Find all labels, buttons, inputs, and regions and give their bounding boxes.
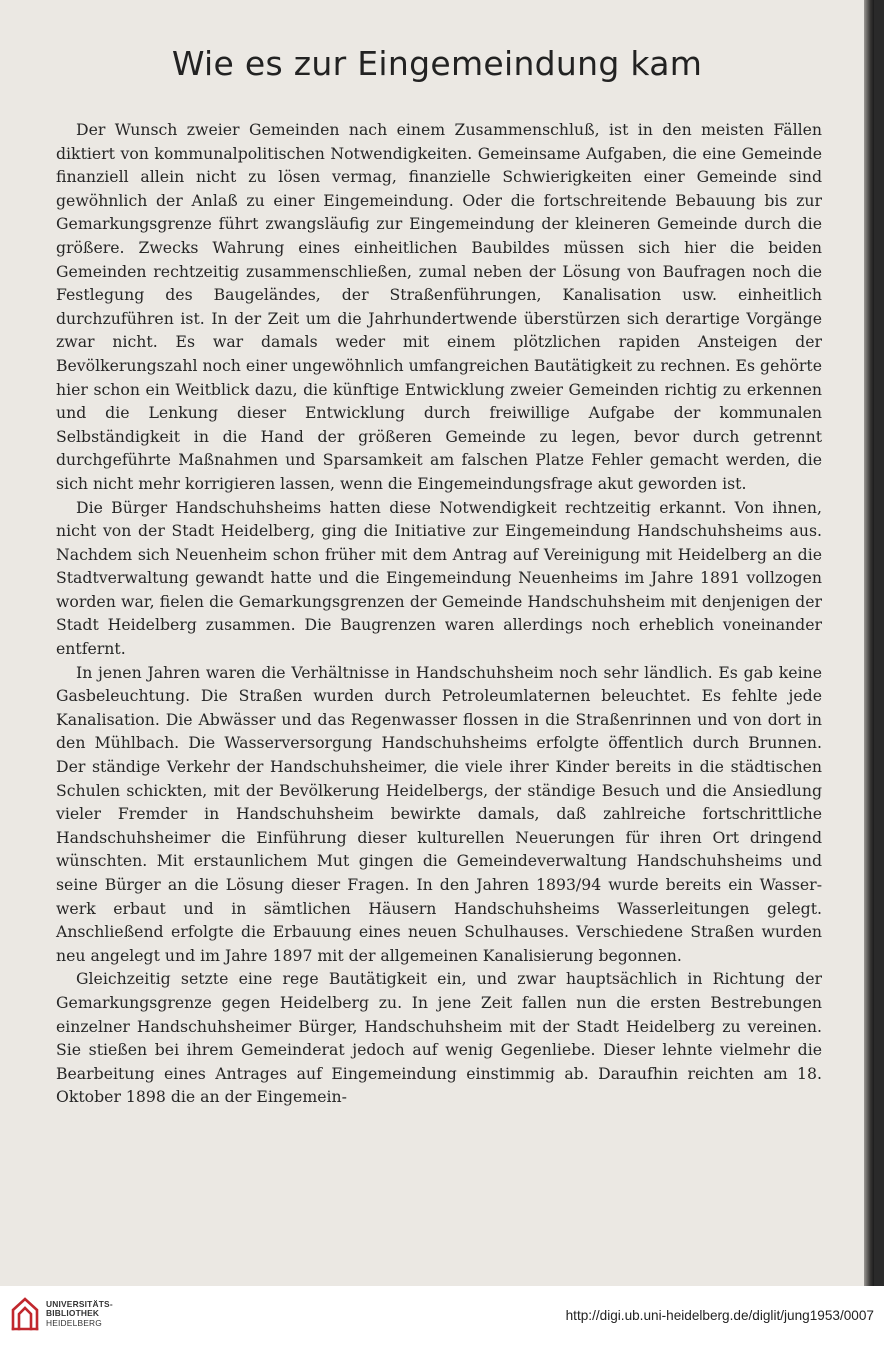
- viewer-footer: [0, 1286, 884, 1350]
- library-logo[interactable]: [10, 1296, 113, 1332]
- paragraph-1: Der Wunsch zweier Gemeinden nach einem Zusammenschluß, ist in den meisten Fällen diktiert von kommunalpolitischen Notwendigkeiten. Gemeinsame Aufgaben, die eine Gemeinde finanziell allein nicht zu lösen vermag, finanzielle Schwierigkeiten einer Gemeinde sind gewöhnlich der Anlaß zu einer Eingemeindung. Oder die fortschreitende Bebauung bis zur Gemarkungsgrenze führt zwangsläufig zur Eingemeindung der kleineren Gemeinde durch die größere. Zwecks Wahrung eines einheitlichen Baubildes müssen sich hier die beiden Gemeinden rechtzeitig zusammenschließen, zumal neben der Lösung von Baufragen noch die Festlegung des Baugeländes, der Straßenführungen, Kanalisation usw. einheitlich durchzuführen ist. In der Zeit um die Jahrhundertwende überstürzen sich derartige Vorgänge zwar nicht. Es war damals weder mit einem plötzlichen rapiden Ansteigen der Bevölkerungszahl noch einer ungewöhnlich umfangreichen Bautätigkeit zu rechnen. Es gehörte hier schon ein Weitblick dazu, die künftige Entwicklung zweier Gemeinden richtig zu erkennen und die Lenkung dieser Entwicklung durch freiwillige Aufgabe der kommunalen Selbständigkeit in die Hand der größeren Gemeinde zu legen, bevor durch getrennt durchgeführte Maßnahmen und Sparsamkeit am falschen Platze Fehler gemacht werden, die sich nicht mehr korrigieren lassen, wenn die Eingemeindungsfrage akut geworden ist.: [56, 120, 822, 493]
- library-logo-icon: [10, 1296, 40, 1332]
- source-url-link[interactable]: http://digi.ub.uni-heidelberg.de/diglit/jung1953/0007: [565, 1308, 874, 1323]
- library-name: [46, 1300, 113, 1329]
- paragraph-2: Die Bürger Handschuhsheims hatten diese Notwendigkeit rechtzeitig erkannt. Von ihnen, nicht von der Stadt Heidelberg, ging die Initiative zur Eingemeindung Handschuhsheims aus. Nachdem sich Neuenheim schon früher mit dem Antrag auf Vereinigung mit Heidelberg an die Stadtverwaltung gewandt hatte und die Eingemeindung Neuenheims im Jahre 1891 vollzogen worden war, fielen die Gemarkungsgrenzen der Gemeinde Handschuhsheim mit denjenigen der Stadt Heidelberg zusammen. Die Baugrenzen waren allerdings noch erheblich voneinander entfernt.: [56, 497, 822, 659]
- library-name-line-3: HEIDELBERG: [46, 1317, 102, 1328]
- library-name-line-1: UNIVERSITÄTS-: [46, 1298, 113, 1309]
- paragraph-4: Gleichzeitig setzte eine rege Bautätigkeit ein, und zwar hauptsächlich in Richtung der Gemarkungsgrenze gegen Heidelberg zu. In jene Zeit fallen nun die ersten Bestrebungen einzelner Handschuhsheimer Bürger, Handschuhsheim mit der Stadt Heidelberg zu vereinen. Sie stießen bei ihrem Gemeinderat jedoch auf wenig Gegenliebe. Dieser lehnte vielmehr die Bearbeitung eines Antrages auf Eingemeindung einstimmig ab. Daraufhin reichten am 18. Oktober 1898 die an der Eingemein-: [56, 969, 822, 1107]
- article-title: Wie es zur Eingemeindung kam: [171, 44, 703, 83]
- article-body: [56, 118, 822, 1109]
- scan-edge-shadow: [864, 0, 874, 1286]
- library-name-line-2: BIBLIOTHEK: [46, 1308, 100, 1319]
- paragraph-3: In jenen Jahren waren die Verhältnisse in Handschuhsheim noch sehr ländlich. Es gab keine Gasbeleuchtung. Die Straßen wurden durch Petroleumlaternen beleuchtet. Es fehlte jede Kanalisation. Die Abwässer und das Regenwasser flossen in die Straßenrinnen und von dort in den Mühlbach. Die Wasserversorgung Handschuhsheims erfolgte öffentlich durch Brunnen. Der ständige Verkehr der Handschuhsheimer, die viele ihrer Kinder bereits in die städtischen Schulen schickten, mit der Bevölkerung Heidelbergs, der ständige Besuch und die Ansiedlung vieler Fremder in Handschuhsheim bewirkte damals, daß zahlreiche fortschrittliche Handschuhsheimer die Einführung dieser kulturellen Neuerungen für ihren Ort dringend wünschten. Mit erstaunlichem Mut gingen die Gemeindeverwaltung Handschuhsheims und seine Bürger an die Lösung dieser Fragen. In den Jahren 1893/94 wurde bereits ein Wasserwerk erbaut und in sämtlichen Häusern Handschuhsheims Wasserleitungen gelegt. Anschließend erfolgte die Erbauung eines neuen Schulhauses. Verschiedene Straßen wurden neu angelegt und im Jahre 1897 mit der allgemeinen Kanalisierung begonnen.: [56, 662, 822, 965]
